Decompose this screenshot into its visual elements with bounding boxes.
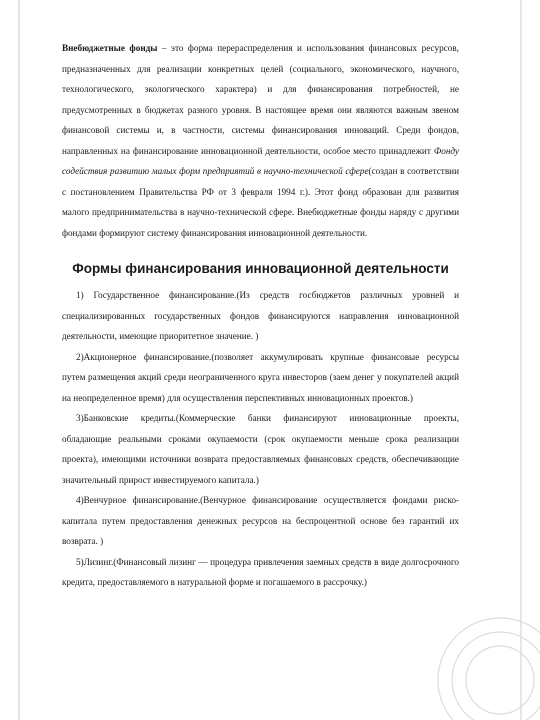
decorative-circles bbox=[400, 580, 540, 720]
decor-circle-middle bbox=[452, 632, 540, 720]
list-item bbox=[62, 408, 459, 490]
list-item bbox=[62, 490, 459, 552]
list-item-text: (Из средств госбюджетов различных уровней и специализированных государственных фондов финансируются направления инновационной деятельности, имеющие приоритетное значение. ) bbox=[62, 290, 459, 341]
list-item-text: (Венчурное финансирование осуществляется фондами риско-капитала путем предоставления денежных ресурсов на беспроцентной основе без гарантий их возврата. ) bbox=[62, 495, 459, 546]
left-border-line bbox=[18, 0, 20, 720]
list-item-lead: 2)Акционерное финансирование. bbox=[76, 351, 212, 362]
list-item-lead: 4)Венчурное финансирование. bbox=[76, 495, 201, 505]
document-body bbox=[62, 38, 459, 593]
list-item-text: (позволяет аккумулировать крупные финансовые ресурсы путем размещения акций среди неограниченного круга инвесторов (заем денег у покупателей акций на неопределенное время) для осуществления перспективных инновационных проектов.) bbox=[62, 351, 459, 403]
section-heading: Формы финансирования инновационной деятельности bbox=[72, 261, 449, 276]
intro-term: Внебюджетные фонды bbox=[62, 43, 158, 53]
decor-circle-inner bbox=[466, 646, 534, 714]
list-item-text: (Финансовый лизинг — процедура привлечения заемных средств в виде долгосрочного кредита, предоставляемого в натуральной форме и погашаемого в рассрочку.) bbox=[62, 556, 459, 587]
list-item-lead: 5)Лизинг. bbox=[76, 556, 114, 567]
intro-paragraph bbox=[62, 38, 459, 243]
list-item bbox=[62, 347, 459, 409]
list-item-text: (Коммерческие банки финансируют инновационные проекты, обладающие реальными сроками окупаемости (срок окупаемости меньше срока реализации проекта), имеющими источники возврата предоставляемых финансовых средств, обеспечивающие значительный прирост инвестируемого капитала.) bbox=[62, 413, 459, 485]
intro-dash: – bbox=[157, 43, 171, 53]
list-item bbox=[62, 285, 459, 347]
intro-text-part2: (создан в соответствии с постановлением Правительства РФ от 3 февраля 1994 г.). Этот фонд образован для развития малого предпринимательства в научно-технической сфере. Внебюджетные фонды наряду с другими фондами формируют систему финансирования инновационной деятельности. bbox=[62, 166, 459, 238]
list-item-lead: 1) Государственное финансирование. bbox=[76, 290, 237, 300]
list-item-lead: 3)Банковские кредиты. bbox=[76, 413, 176, 423]
intro-fund-name: Фонду содействия развитию малых форм предприятий в научно-технической сфере bbox=[62, 145, 459, 176]
intro-text-part1: это форма перераспределения и использования финансовых ресурсов, предназначенных для реализации конкретных целей (социального, экономического, научного, технологического, экологического характера) и для финансирования потребностей, не предусмотренных в бюджетах разного уровня. В настоящее время они являются важным звеном финансовой системы и, в частности, системы финансирования инноваций. Среди фондов, направленных на финансирование инновационной деятельности, особое место принадлежит bbox=[62, 43, 459, 156]
